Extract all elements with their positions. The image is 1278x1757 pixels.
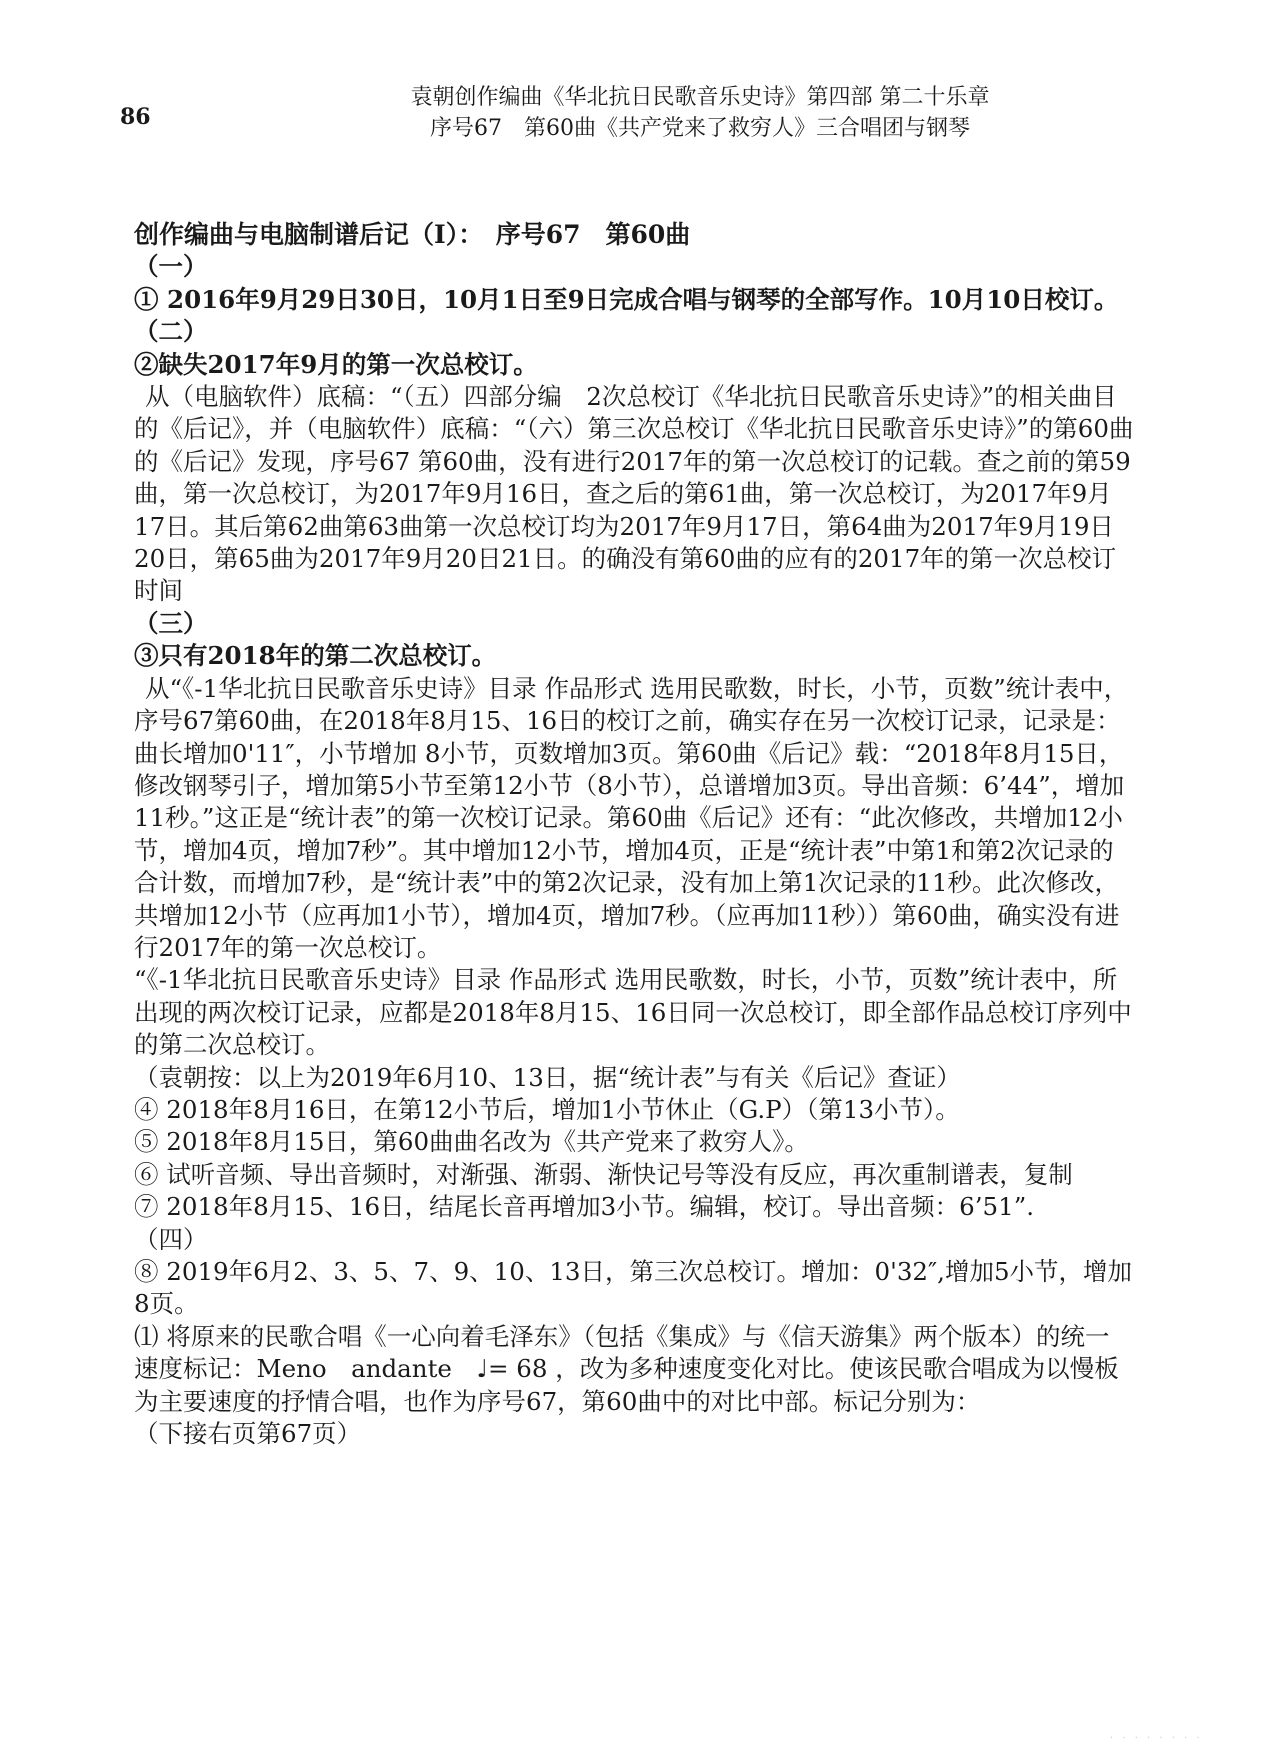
paragraph-tempo-change: ⑴ 将原来的民歌合唱《一心向着毛泽东》（包括《集成》与《信天游集》两个版本）的统一速度标记：Meno andante ♩= 68 ，改为多种速度变化对比。使该民歌合唱成为以慢板为主要速度的抒情合唱，也作为序号67，第60曲中的对比中部。标记分别为：: [134, 1321, 1119, 1416]
paragraph-software-draft: 从（电脑软件）底稿：“（五）四部分编 2次总校订《华北抗日民歌音乐史诗》”的相关曲目的《后记》，并（电脑软件）底稿：“（六）第三次总校订《华北抗日民歌音乐史诗》”的第60曲的《后记》发现，序号67 第60曲，没有进行2017年的第一次总校订的记载。查之前的第59曲，第一次总校订，为2017年9月16日，查之后的第61曲，第一次总校订，为2017年9月17日。其后第62曲第63曲第一次总校订均为2017年9月17日，第64曲为2017年9月19日20日，第65曲为2017年9月20日21日。的确没有第60曲的应有的2017年的第一次总校订时间: [134, 382, 1134, 606]
page-number: 86: [120, 104, 151, 130]
paragraph-note-7: ⑦ 2018年8月15、16日，结尾长音再增加3小节。编辑，校订。导出音频：6’51”.: [134, 1192, 1035, 1222]
running-header-line-1: 袁朝创作编曲《华北抗日民歌音乐史诗》第四部 第二十乐章: [410, 85, 990, 110]
paragraph-statistics-table: 从“《-1华北抗日民歌音乐史诗》目录 作品形式 选用民歌数，时长，小节，页数”统计表中，序号67第60曲，在2018年8月15、16日的校订之前，确实存在另一次校订记录，记录是：曲长增加0'11″，小节增加 8小节，页数增加3页。第60曲《后记》载：“2018年8月15日，修改钢琴引子，增加第5小节至第12小节（8小节），总谱增加3页。导出音频：6’44”，增加11秒。”这正是“统计表”的第一次校订记录。第60曲《后记》还有：“此次修改，共增加12小节，增加4页，增加7秒”。其中增加12小节，增加4页，正是“统计表”中第1和第2次记录的合计数，而增加7秒，是“统计表”中的第2次记录，没有加上第1次记录的11秒。此次修改，共增加12小节（应再加1小节），增加4页，增加7秒。（应再加11秒））第60曲，确实没有进行2017年的第一次总校订。: [134, 673, 1129, 962]
paragraph-note-3: ③只有2018年的第二次总校订。: [134, 641, 497, 671]
paragraph-note-2: ②缺失2017年9月的第一次总校订。: [134, 349, 538, 379]
paragraph-author-note: （袁朝按：以上为2019年6月10、13日，据“统计表”与有关《后记》查证）: [134, 1062, 961, 1092]
section-heading-3: （三）: [134, 608, 208, 638]
paragraph-two-records: “《-1华北抗日民歌音乐史诗》目录 作品形式 选用民歌数，时长，小节，页数”统计表中，所出现的两次校订记录，应都是2018年8月15、16日同一次总校订，即全部作品总校订序列中的第二次总校订。: [134, 965, 1132, 1060]
paragraph-note-5: ⑤ 2018年8月15日，第60曲曲名改为《共产党来了救穷人》。: [134, 1127, 809, 1157]
section-heading-1: （一）: [134, 252, 208, 282]
paragraph-note-1: ① 2016年9月29日30日，10月1日至9日完成合唱与钢琴的全部写作。10月10日校订。: [134, 284, 1119, 314]
running-header-line-2: 序号67 第60曲《共产党来了救穷人》三合唱团与钢琴: [430, 116, 970, 141]
scan-dots-decoration: · · · · · · · ·: [1110, 1733, 1203, 1744]
section-heading-2: （二）: [134, 317, 208, 347]
afterword-body: [134, 219, 1134, 1450]
running-header: [330, 82, 1070, 144]
paragraph-note-6: ⑥ 试听音频、导出音频时，对渐强、渐弱、渐快记号等没有反应，再次重制谱表，复制: [134, 1159, 1073, 1189]
afterword-title: 创作编曲与电脑制谱后记（Ⅰ）： 序号67 第60曲: [134, 220, 691, 249]
section-heading-4: （四）: [134, 1224, 208, 1254]
continued-note: （下接右页第67页）: [134, 1419, 362, 1449]
paragraph-note-4: ④ 2018年8月16日，在第12小节后，增加1小节休止（G.P）（第13小节）。: [134, 1094, 960, 1124]
paragraph-note-8: ⑧ 2019年6月2、3、5、7、9、10、13日，第三次总校订。增加：0'32″,增加5小节，增加8页。: [134, 1257, 1133, 1319]
